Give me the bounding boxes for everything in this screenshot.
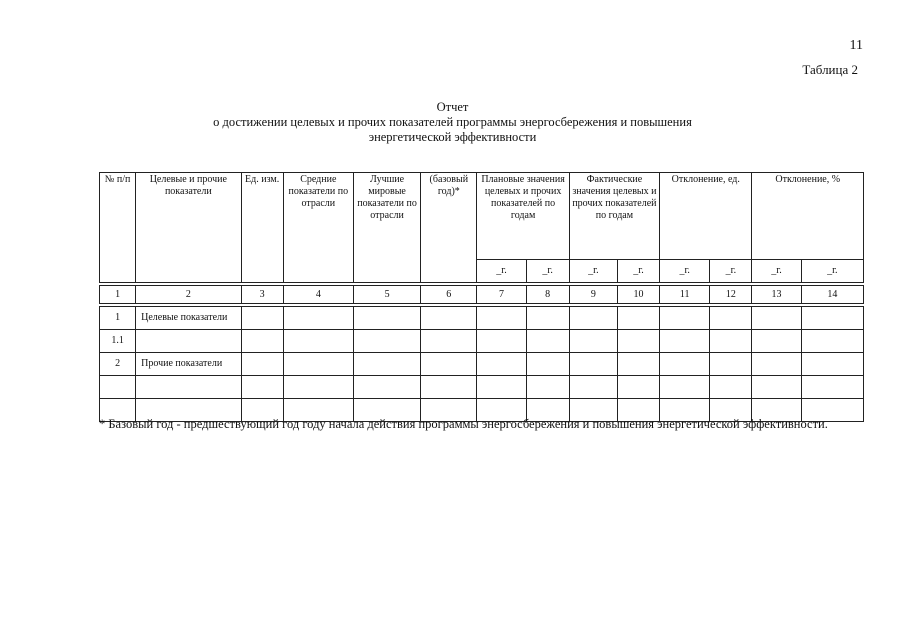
row-num [100, 376, 136, 399]
year-cell: _г. [526, 260, 569, 283]
footnote: * Базовый год - предшествующий год году начала действия программы энергосбережения и повышения энергетической эффективности. [99, 417, 828, 431]
column-number: 2 [136, 286, 241, 304]
row-num: 2 [100, 353, 136, 376]
header-indicators: Целевые и прочие показатели [136, 173, 241, 283]
column-number: 7 [477, 286, 526, 304]
table-label: Таблица 2 [802, 62, 858, 77]
report-heading [0, 100, 905, 145]
column-number: 12 [710, 286, 752, 304]
year-cell: _г. [710, 260, 752, 283]
table-row [100, 307, 864, 330]
column-number-row [100, 286, 864, 304]
header-dev-units: Отклонение, ед. [660, 173, 752, 260]
column-number: 1 [100, 286, 136, 304]
header-avg-industry: Средние показатели по отрасли [283, 173, 353, 283]
heading-line-1: Отчет [436, 100, 469, 114]
column-number: 10 [617, 286, 659, 304]
row-name: Прочие показатели [136, 353, 241, 376]
header-base-year: (базовый год)* [421, 173, 477, 283]
year-cell: _г. [660, 260, 710, 283]
header-row [100, 173, 864, 260]
heading-line-2: о достижении целевых и прочих показателей программы энергосбережения и повышения [213, 115, 692, 129]
column-number: 13 [752, 286, 801, 304]
column-number: 6 [421, 286, 477, 304]
header-num: № п/п [100, 173, 136, 283]
row-num: 1.1 [100, 330, 136, 353]
year-cell: _г. [477, 260, 526, 283]
column-number: 14 [801, 286, 863, 304]
header-dev-percent: Отклонение, % [752, 173, 864, 260]
column-number: 5 [353, 286, 420, 304]
column-number: 11 [660, 286, 710, 304]
header-unit: Ед. изм. [241, 173, 283, 283]
page-number: 11 [849, 38, 863, 53]
table-row [100, 376, 864, 399]
header-best-world: Лучшие мировые показатели по отрасли [353, 173, 420, 283]
table-row [100, 353, 864, 376]
row-name: Целевые показатели [136, 307, 241, 330]
column-number: 3 [241, 286, 283, 304]
year-cell: _г. [752, 260, 801, 283]
row-name [136, 376, 241, 399]
column-number: 4 [283, 286, 353, 304]
column-number: 8 [526, 286, 569, 304]
year-cell: _г. [617, 260, 659, 283]
heading-line-3: энергетической эффективности [368, 130, 537, 144]
row-name [136, 330, 241, 353]
year-cell: _г. [801, 260, 863, 283]
column-number: 9 [569, 286, 617, 304]
row-num: 1 [100, 307, 136, 330]
header-planned: Плановые значения целевых и прочих показателей по годам [477, 173, 569, 260]
year-cell: _г. [569, 260, 617, 283]
report-table [99, 172, 864, 422]
table-row [100, 330, 864, 353]
header-actual: Фактические значения целевых и прочих показателей по годам [569, 173, 659, 260]
